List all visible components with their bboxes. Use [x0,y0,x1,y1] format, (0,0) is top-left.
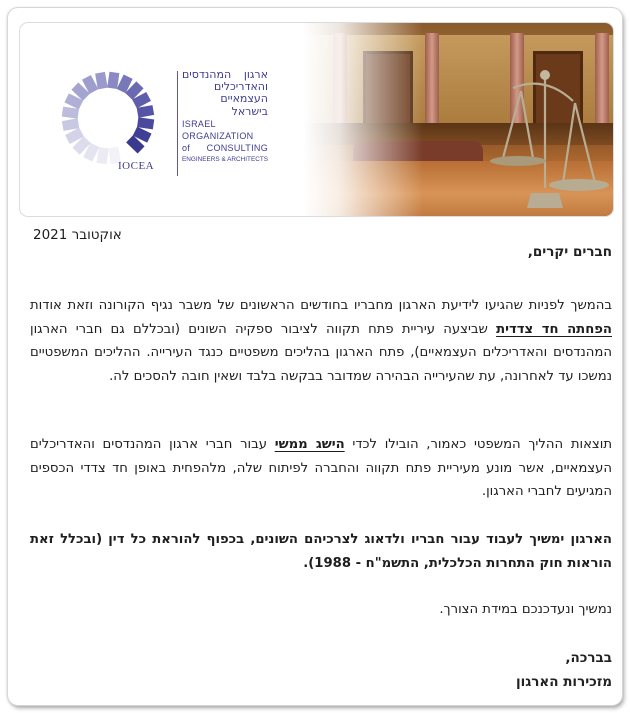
logo-english-line: ORGANIZATION [182,131,254,142]
highlight-unilateral-reduction: הפחתה חד צדדית [496,321,612,337]
logo-english-line: ISRAEL [182,118,216,129]
logo-divider [177,71,178,176]
paragraph-text: עבור חברי ארגון המהנדסים והאדריכלים העצמאיים, אשר מונע מעיריית פתח תקווה והחברה לפיתוח שלה, מלהפחית באופן חד צדדי הכספים המגיעים לחברי הארגון. [30,437,612,499]
closing-text: בברכה, [565,650,612,666]
iocea-logo [58,63,268,183]
highlight-real-achievement: הישג ממשי [274,437,345,452]
paragraph-text: בהמשך לפניות שהגיעו לידיעת הארגון מחבריו בחודשים הראשונים של משבר נגיף הקורונה וזאת אודות [30,298,612,313]
logo-english-line: ENGINEERS & ARCHITECTS [182,156,268,164]
logo-english-line: of CONSULTING [182,143,268,154]
paragraph-outcome [30,433,612,504]
logo-ring-icon [58,68,158,168]
logo-text [182,69,268,167]
paragraph-text: שביצעה עיריית פתח תקווה לציבור ספקיה השונים (ובכללם גם חברי הארגון המהנדסים והאדריכלים העצמאיים), פתח הארגון בהליכים משפטיים כנגד העירייה. ההליכים המשפטיים נמשכו עד לאחרונה, עת שהעירייה הבהירה שמדובר בבקשה בלבד ושאין חובה להסכים לה. [30,321,612,384]
logo-hebrew-line: ארגון המהנדסים [182,68,268,81]
paragraph-updates: נמשיך ונעדכנכם במידת הצורך. [439,602,612,617]
letter-greeting: חברים יקרים, [527,244,612,260]
scales-of-justice-icon [463,63,613,213]
paragraph-commitment: הארגון ימשיך לעבוד עבור חבריו ולדאוג לצרכיהם השונים, בכפוף להוראת כל דין (ובכלל זאת הוראות חוק התחרות הכלכלית, התשמ"ח - 1988). [30,532,612,571]
logo-hebrew-line: והאדריכלים [213,80,268,94]
courtroom-image [303,23,613,216]
logo-abbreviation: IOCEA [118,160,155,172]
letter-signoff [516,646,612,694]
header-banner [19,22,614,217]
logo-hebrew-line: העצמאיים [220,92,268,106]
signature-text: מזכירות הארגון [515,674,612,690]
logo-hebrew-line: בישראל [231,104,268,118]
paragraph-text: תוצאות ההליך המשפטי כאמור, הובילו לכדי [344,437,612,452]
paragraph-lawsuit [30,294,612,388]
letter-date: אוקטובר 2021 [33,227,122,243]
